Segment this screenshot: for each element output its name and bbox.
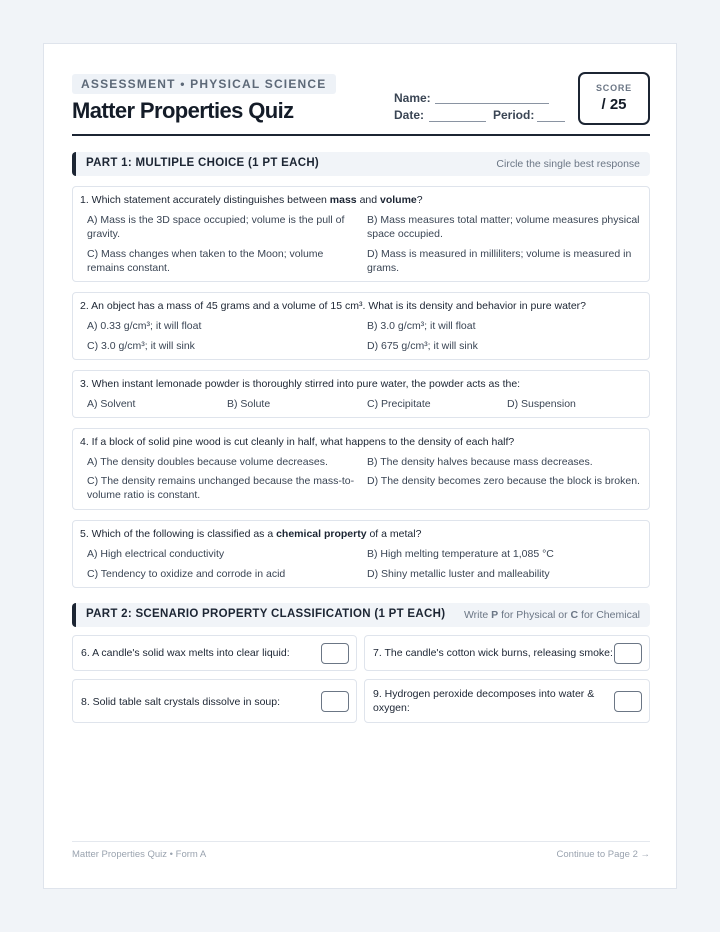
question-1-stem: 1. Which statement accurately distinguishes between mass and volume? <box>80 194 423 206</box>
scenario-7 <box>364 635 650 671</box>
date-label: Date: <box>394 108 425 122</box>
page-footer <box>72 841 650 859</box>
question-4-option-b[interactable]: B) The density halves because mass decreases. <box>367 456 593 468</box>
scenario-7-answer-box[interactable] <box>614 643 642 664</box>
question-3-option-c[interactable]: C) Precipitate <box>367 398 431 410</box>
question-1-option-d[interactable]: D) Mass is measured in milliliters; volume is measured in grams. <box>367 248 632 274</box>
question-4-option-c[interactable]: C) The density remains unchanged because the mass-to-volume ratio is constant. <box>87 475 355 501</box>
part1-note: Circle the single best response <box>496 158 640 170</box>
scenario-6 <box>72 635 357 671</box>
question-2-option-a[interactable]: A) 0.33 g/cm³; it will float <box>87 320 202 332</box>
part2-title: PART 2: SCENARIO PROPERTY CLASSIFICATION (1 PT EACH) <box>86 608 446 620</box>
scenario-9-answer-box[interactable] <box>614 691 642 712</box>
question-5-option-a[interactable]: A) High electrical conductivity <box>87 548 225 560</box>
score-label: SCORE <box>595 83 632 93</box>
question-4-option-a[interactable]: A) The density doubles because volume decreases. <box>87 456 328 468</box>
student-info <box>394 80 569 120</box>
question-1 <box>72 186 650 282</box>
scenario-9 <box>364 679 650 723</box>
question-5-option-b[interactable]: B) High melting temperature at 1,085 °C <box>367 548 554 560</box>
question-2-option-d[interactable]: D) 675 g/cm³; it will sink <box>367 340 478 352</box>
question-3-option-b[interactable]: B) Solute <box>227 398 271 410</box>
part2-header <box>72 603 650 627</box>
question-4-stem: 4. If a block of solid pine wood is cut cleanly in half, what happens to the density of each half? <box>80 436 515 448</box>
score-value: / 25 <box>601 96 627 113</box>
scenario-8 <box>72 679 357 723</box>
scenario-8-text: 8. Solid table salt crystals dissolve in soup: <box>81 696 281 708</box>
question-4-option-d[interactable]: D) The density becomes zero because the block is broken. <box>367 475 640 487</box>
question-1-option-a[interactable]: A) Mass is the 3D space occupied; volume is the pull of gravity. <box>87 214 345 240</box>
part1-header <box>72 152 650 176</box>
score-box <box>578 72 650 125</box>
question-5 <box>72 520 650 588</box>
question-3-option-a[interactable]: A) Solvent <box>87 398 136 410</box>
question-1-option-b[interactable]: B) Mass measures total matter; volume measures physical space occupied. <box>367 214 640 240</box>
question-3 <box>72 370 650 418</box>
question-1-option-c[interactable]: C) Mass changes when taken to the Moon; volume remains constant. <box>87 248 324 274</box>
quiz-sheet <box>43 43 677 889</box>
scenario-6-text: 6. A candle's solid wax melts into clear liquid: <box>81 647 290 659</box>
part1-title: PART 1: MULTIPLE CHOICE (1 PT EACH) <box>86 157 320 169</box>
scenario-9-text: 9. Hydrogen peroxide decomposes into water & oxygen: <box>373 688 595 714</box>
scenario-7-text: 7. The candle's cotton wick burns, releasing smoke: <box>373 647 613 659</box>
part2-note: Write P for Physical or C for Chemical <box>463 609 640 621</box>
scenario-8-answer-box[interactable] <box>321 691 349 712</box>
date-field[interactable] <box>429 110 486 122</box>
question-2 <box>72 292 650 360</box>
subject-tag: ASSESSMENT • PHYSICAL SCIENCE <box>72 74 336 94</box>
scenario-6-answer-box[interactable] <box>321 643 349 664</box>
question-5-option-c[interactable]: C) Tendency to oxidize and corrode in acid <box>87 568 286 580</box>
page-title: Matter Properties Quiz <box>72 98 294 123</box>
question-4 <box>72 428 650 510</box>
period-field[interactable] <box>537 110 565 122</box>
continue-link[interactable]: Continue to Page 2 → <box>556 849 650 860</box>
question-2-stem: 2. An object has a mass of 45 grams and a volume of 15 cm³. What is its density and behavior in pure water? <box>80 300 587 312</box>
question-2-option-b[interactable]: B) 3.0 g/cm³; it will float <box>367 320 476 332</box>
quiz-header <box>72 72 650 136</box>
period-label: Period: <box>493 108 535 122</box>
name-field[interactable] <box>435 92 549 104</box>
question-2-option-c[interactable]: C) 3.0 g/cm³; it will sink <box>87 340 195 352</box>
question-3-stem: 3. When instant lemonade powder is thoroughly stirred into pure water, the powder acts as the: <box>80 378 521 390</box>
question-5-option-d[interactable]: D) Shiny metallic luster and malleability <box>367 568 550 580</box>
footer-form-label: Matter Properties Quiz • Form A <box>72 849 207 860</box>
question-5-stem: 5. Which of the following is classified as a chemical property of a metal? <box>80 528 422 540</box>
name-label: Name: <box>394 91 431 105</box>
question-3-option-d[interactable]: D) Suspension <box>507 398 576 410</box>
